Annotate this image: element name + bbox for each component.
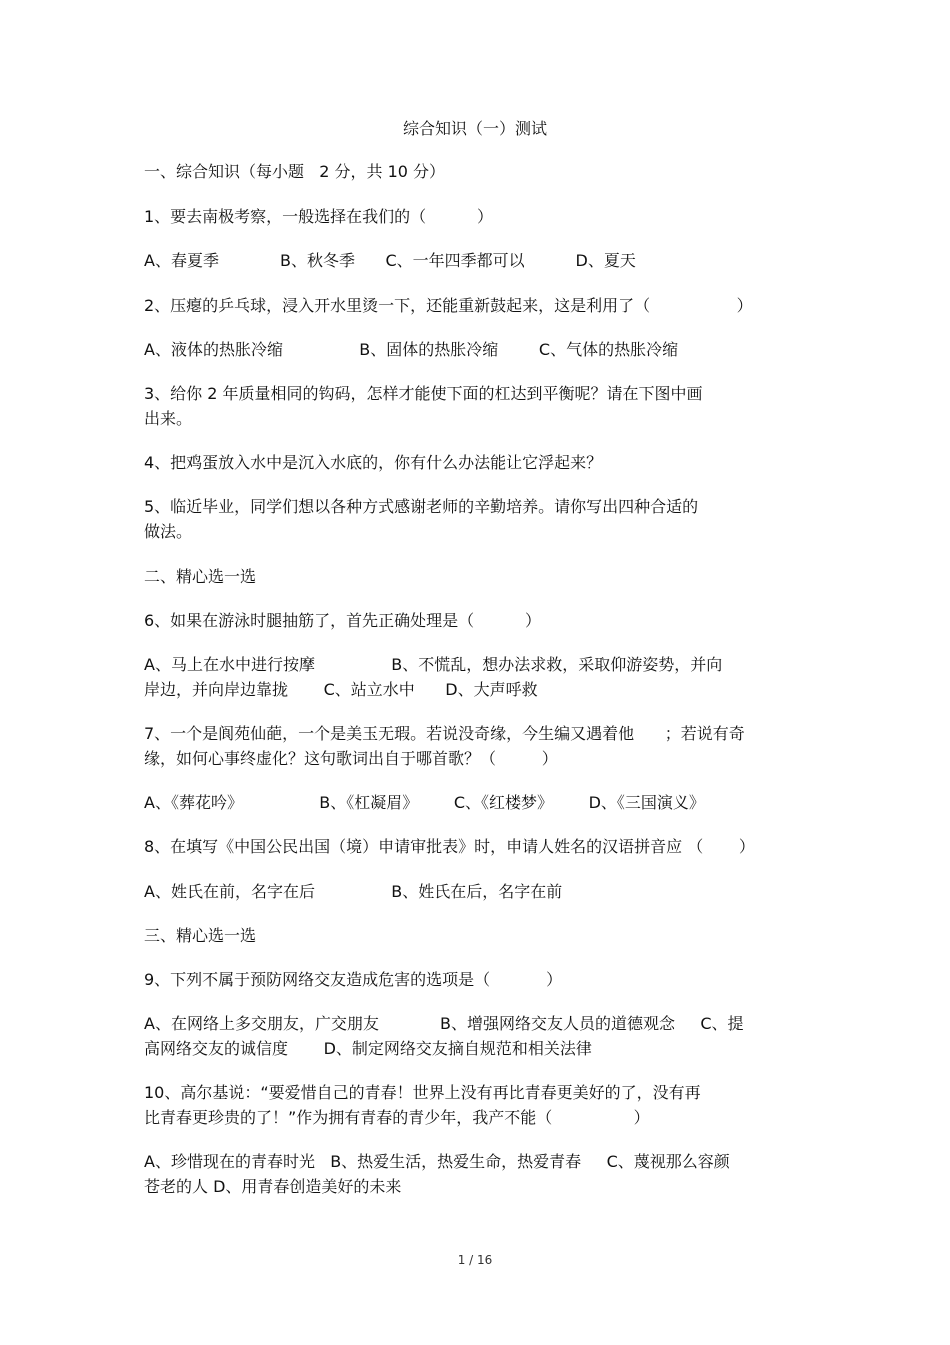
question-6-options-line-2: 岸边，并向岸边靠拢 C、站立水中 D、大声呼救 [144, 680, 538, 699]
question-2: 2、压瘪的乒乓球，浸入开水里烫一下，还能重新鼓起来，这是利用了（ ） [144, 296, 753, 315]
question-3-line-2: 出来。 [144, 409, 193, 428]
question-7-options: A、《葬花吟》 B、《杠凝眉》 C、《红楼梦》 D、《三国演义》 [144, 793, 705, 812]
question-9: 9、下列不属于预防网络交友造成危害的选项是（ ） [144, 970, 563, 989]
question-9-options-line-1: A、在网络上多交朋友，广交朋友 B、增强网络交友人员的道德观念 C、提 [144, 1014, 744, 1033]
question-10-options-line-1: A、珍惜现在的青春时光 B、热爱生活，热爱生命，热爱青春 C、蔑视那么容颜 [144, 1152, 730, 1171]
question-1-options: A、春夏季 B、秋冬季 C、一年四季都可以 D、夏天 [144, 251, 636, 270]
section-heading-1: 一、综合知识（每小题 2 分，共 10 分） [144, 162, 446, 181]
section-heading-2: 二、精心选一选 [144, 567, 257, 586]
question-8: 8、在填写《中国公民出国（境）申请审批表》时，申请人姓名的汉语拼音应 （ ） [144, 837, 755, 856]
question-5-line-1: 5、临近毕业，同学们想以各种方式感谢老师的辛勤培养。请你写出四种合适的 [144, 497, 699, 516]
question-6-options-line-1: A、马上在水中进行按摩 B、不慌乱，想办法求救，采取仰游姿势，并向 [144, 655, 723, 674]
document-title: 综合知识（一）测试 [402, 119, 547, 138]
question-10-options-line-2: 苍老的人 D、用青春创造美好的未来 [144, 1177, 402, 1196]
question-6: 6、如果在游泳时腿抽筋了，首先正确处理是（ ） [144, 611, 542, 630]
question-4: 4、把鸡蛋放入水中是沉入水底的，你有什么办法能让它浮起来？ [144, 453, 603, 472]
question-7-line-2: 缘，如何心事终虚化？这句歌词出自于哪首歌？（ ） [144, 749, 558, 768]
question-10-line-1: 10、高尔基说：“要爱惜自己的青春！世界上没有再比青春更美好的了，没有再 [144, 1083, 701, 1102]
question-3-line-1: 3、给你 2 年质量相同的钩码，怎样才能使下面的杠达到平衡呢？请在下图中画 [144, 384, 703, 403]
page-number: 1 / 16 [457, 1253, 493, 1267]
question-9-options-line-2: 高网络交友的诚信度 D、制定网络交友摘自规范和相关法律 [144, 1039, 592, 1058]
question-1: 1、要去南极考察，一般选择在我们的（ ） [144, 207, 494, 226]
question-7-line-1: 7、一个是阆苑仙葩，一个是美玉无瑕。若说没奇缘，今生编又遇着他 ；若说有奇 [144, 724, 745, 743]
section-heading-3: 三、精心选一选 [144, 926, 257, 945]
question-8-options: A、姓氏在前，名字在后 B、姓氏在后，名字在前 [144, 882, 563, 901]
question-2-options: A、液体的热胀冷缩 B、固体的热胀冷缩 C、气体的热胀冷缩 [144, 340, 679, 359]
question-10-line-2: 比青春更珍贵的了！”作为拥有青春的青少年，我产不能（ ） [144, 1108, 650, 1127]
question-5-line-2: 做法。 [144, 522, 193, 541]
